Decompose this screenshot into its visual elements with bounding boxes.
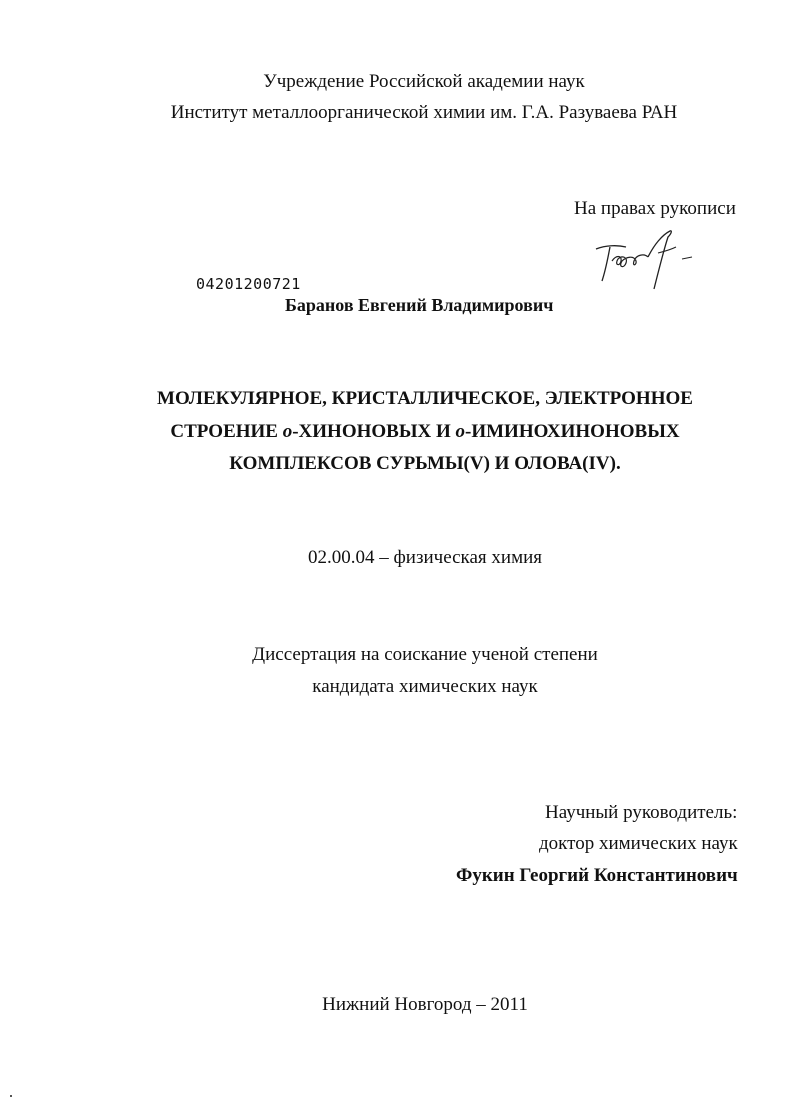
title-line-2-prefix: СТРОЕНИЕ (170, 421, 283, 442)
title-line-2-middle: -ХИНОНОВЫХ И (292, 421, 456, 442)
author-name: Баранов Евгений Владимирович (285, 295, 554, 315)
specialty: 02.00.04 – физическая химия (307, 547, 542, 568)
supervisor-name: Фукин Георгий Константинович (456, 865, 738, 886)
supervisor-label: Научный руководитель: (545, 802, 738, 823)
scan-speck (10, 1095, 12, 1097)
city-year: Нижний Новгород – 2011 (322, 994, 528, 1015)
dissertation-line-1: Диссертация на соискание ученой степени (252, 644, 598, 665)
title-line-2-suffix: -ИМИНОХИНОНОВЫХ (465, 421, 680, 442)
institution-line-2: Институт металлоорганической химии им. Г.А. Разуваева РАН (170, 102, 678, 123)
dissertation-line-2: кандидата химических наук (312, 676, 538, 697)
handwritten-signature (588, 225, 698, 295)
title-line-3: КОМПЛЕКСОВ СУРЬМЫ(V) И ОЛОВА(IV). (229, 453, 621, 474)
title-line-1: МОЛЕКУЛЯРНОЕ, КРИСТАЛЛИЧЕСКОЕ, ЭЛЕКТРОННОЕ (157, 388, 693, 409)
supervisor-degree: доктор химических наук (539, 833, 738, 854)
title-line-2 (0, 421, 793, 443)
institution-line-1: Учреждение Российской академии наук (263, 71, 585, 92)
manuscript-note: На правах рукописи (574, 198, 736, 219)
title-ortho-1: о (282, 421, 293, 442)
title-ortho-2: о (455, 421, 466, 442)
document-code: 04201200721 (196, 275, 301, 293)
